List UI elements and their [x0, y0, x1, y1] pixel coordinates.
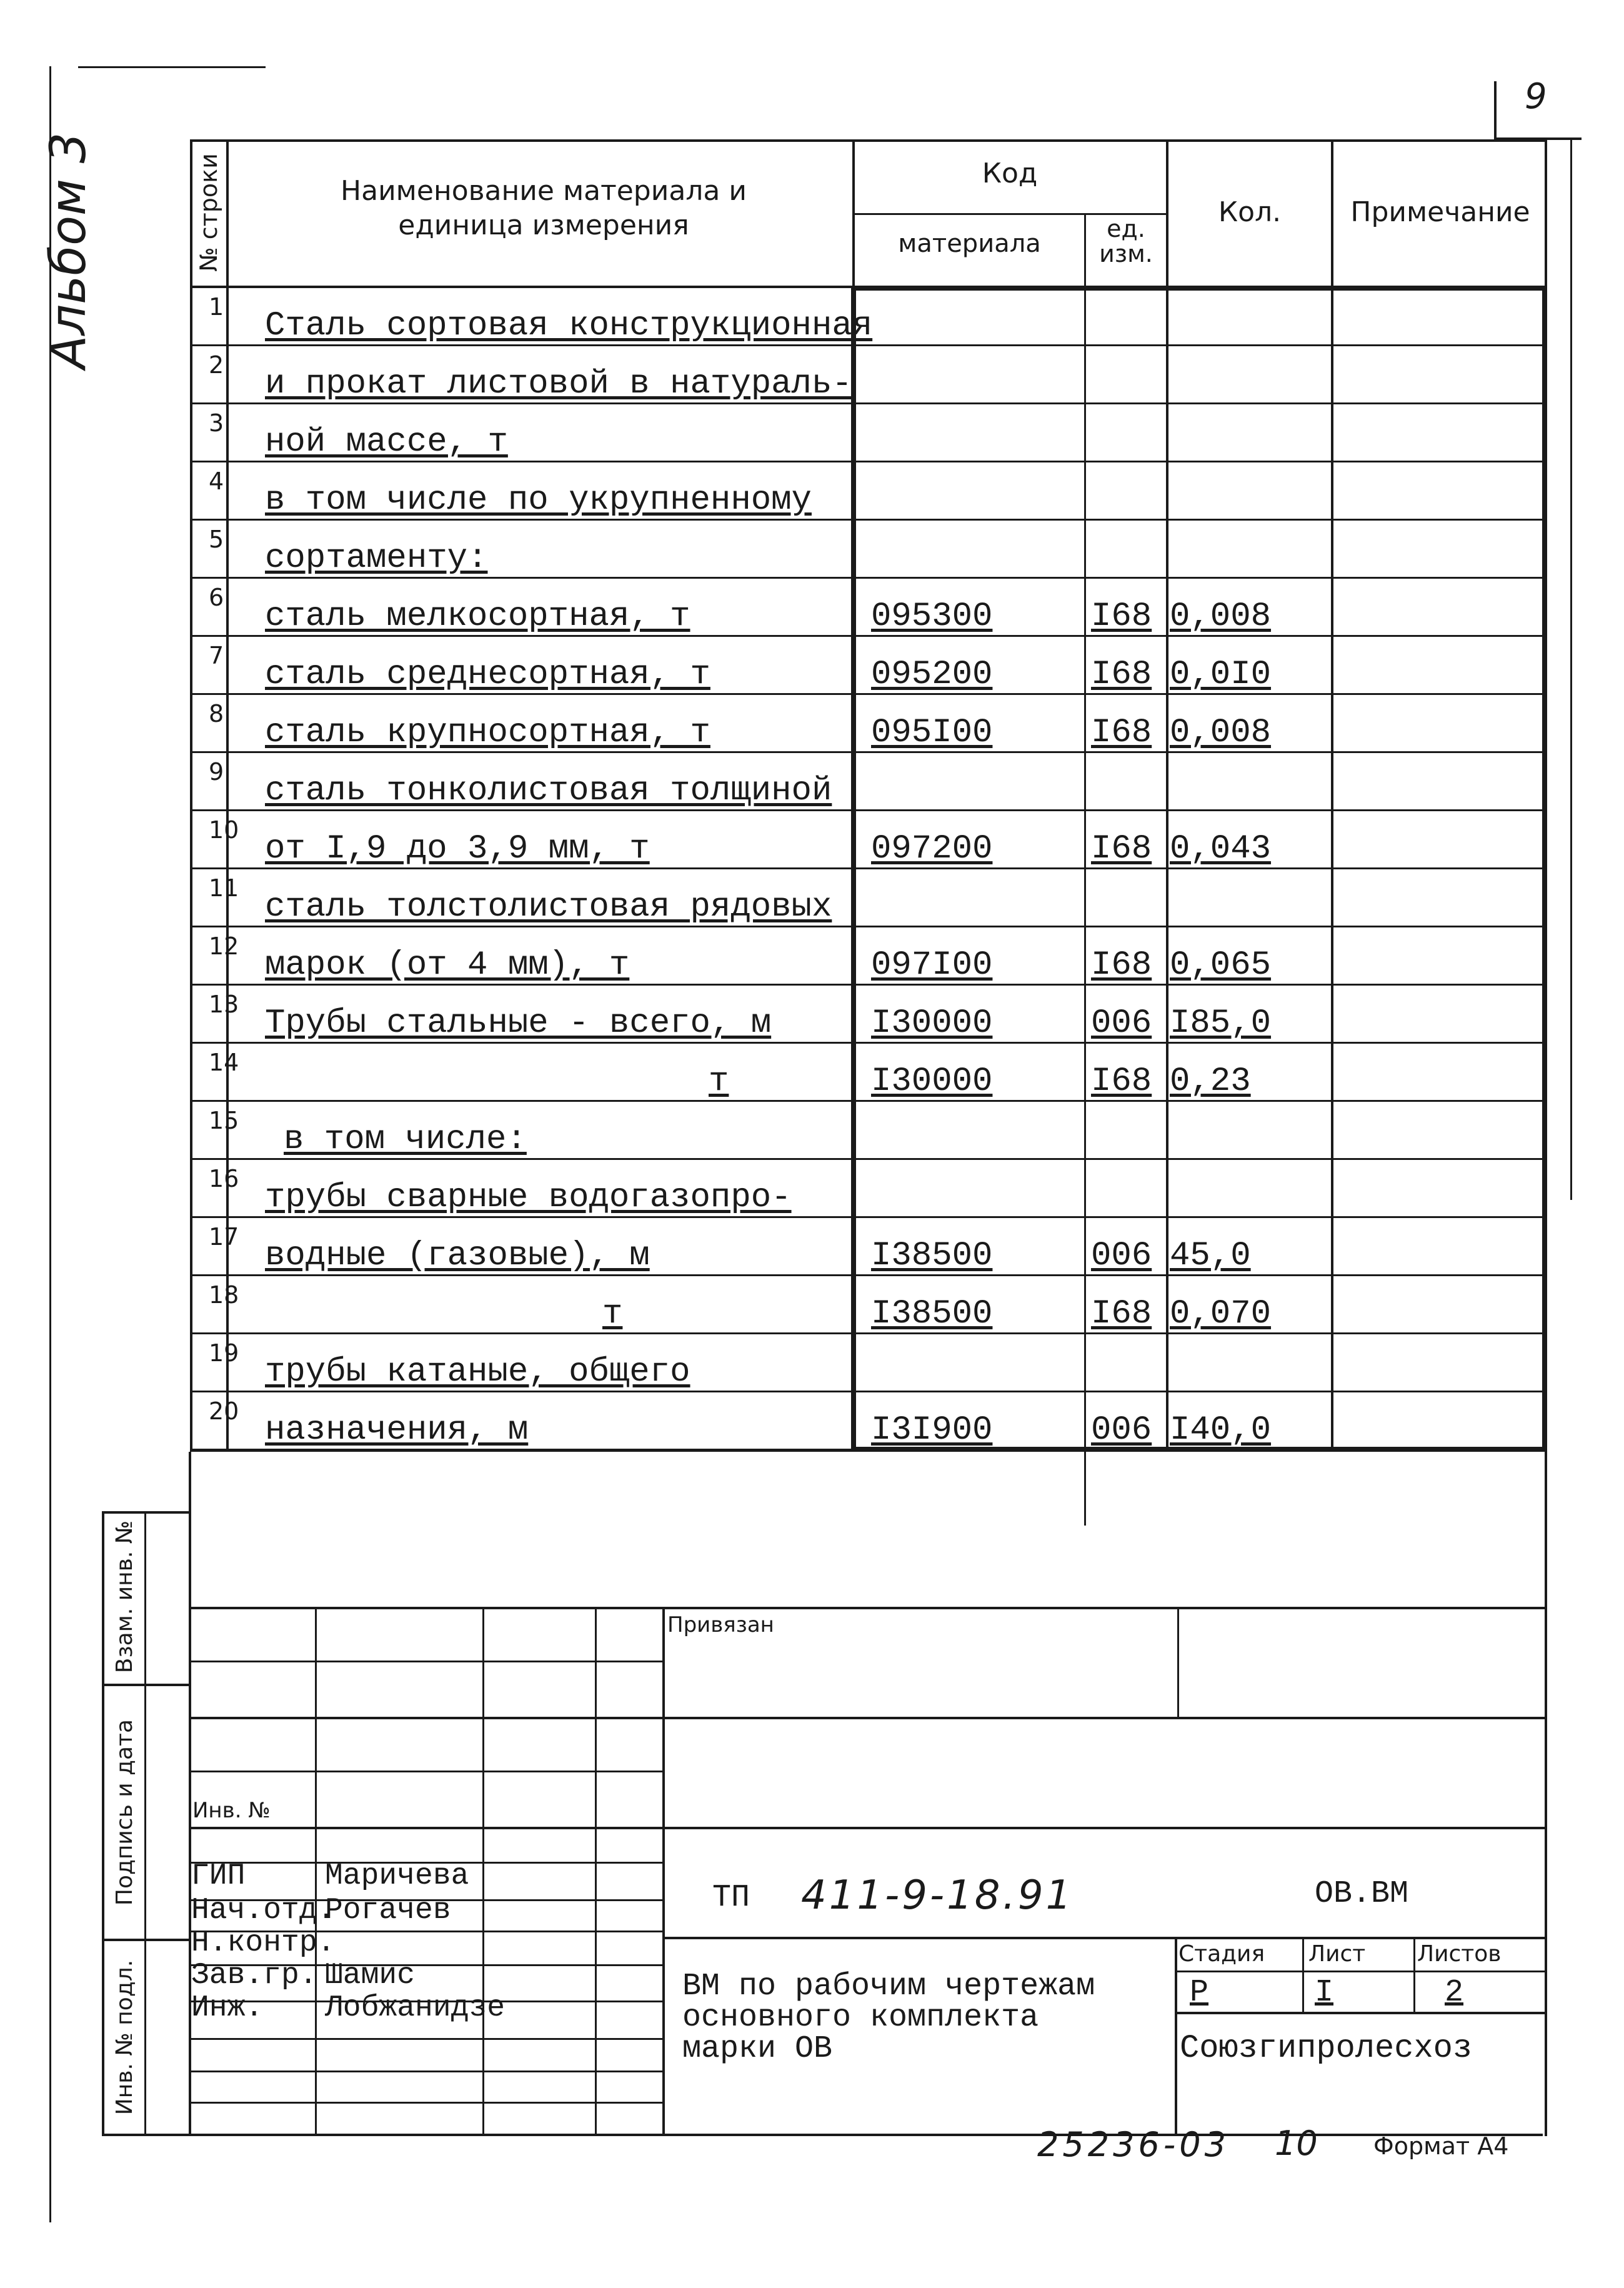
table-row	[190, 1276, 1547, 1334]
name-header: Наименование материала и единица измерения	[341, 175, 747, 241]
row-number: 18	[209, 1281, 239, 1309]
material-code: 097200	[871, 830, 993, 868]
unit-code: 006	[1091, 1004, 1152, 1042]
row-number: 15	[209, 1107, 239, 1134]
quantity-header: Кол.	[1218, 196, 1282, 228]
doc-title-line-2: основного комплекта	[682, 2000, 1039, 2036]
table-row	[190, 1218, 1547, 1276]
signer-role: Нач.отд.	[191, 1894, 336, 1927]
row-number: 20	[209, 1397, 239, 1425]
material-code: 097I00	[871, 946, 993, 984]
top-rule	[78, 66, 266, 68]
signer-role: Инж.	[191, 1991, 264, 2025]
material-name: Трубы стальные - всего, м	[265, 1004, 772, 1042]
row-number: 6	[209, 584, 224, 611]
note-header: Примечание	[1350, 196, 1530, 228]
table-row	[190, 753, 1547, 811]
material-name: водные (газовые), м	[265, 1237, 650, 1275]
signer-name: Лобжанидзе	[325, 1991, 506, 2025]
unit-code: I68	[1091, 597, 1152, 636]
table-row	[190, 521, 1547, 579]
table-row	[190, 927, 1547, 986]
signer-name: Маричева	[325, 1859, 469, 1893]
signer-role: ГИП	[191, 1859, 246, 1893]
material-name: т	[602, 1295, 623, 1333]
row-number: 9	[209, 758, 224, 786]
row-number: 2	[209, 351, 224, 379]
row-number: 11	[209, 874, 239, 902]
material-name: в том числе:	[284, 1121, 527, 1159]
material-name: марок (от 4 мм), т	[265, 946, 630, 984]
table-row	[190, 462, 1547, 521]
material-name: сталь мелкосортная, т	[265, 597, 690, 636]
table-row	[190, 1102, 1547, 1160]
unit-code: I68	[1091, 656, 1152, 694]
material-code: I3I900	[871, 1411, 993, 1449]
sheet-value: I	[1315, 1975, 1334, 2011]
unit-code: 006	[1091, 1411, 1152, 1449]
table-row	[190, 579, 1547, 637]
code-header: Код	[982, 157, 1038, 189]
row-number: 19	[209, 1339, 239, 1367]
table-row	[190, 811, 1547, 869]
quantity: 0,070	[1170, 1295, 1272, 1333]
privyazan-label: Привязан	[667, 1612, 774, 1637]
row-number: 14	[209, 1049, 239, 1076]
tp-number: 411-9-18.91	[801, 1872, 1074, 1919]
unit-code: I68	[1091, 946, 1152, 984]
material-name: назначения, м	[265, 1411, 529, 1449]
row-number: 13	[209, 991, 239, 1018]
table-row	[190, 1044, 1547, 1102]
row-number: 12	[209, 932, 239, 960]
material-name: сортаменту:	[265, 539, 488, 577]
material-name: от I,9 до 3,9 мм, т	[265, 830, 650, 868]
material-code-header: материала	[898, 229, 1041, 258]
table-row	[190, 637, 1547, 695]
table-row	[190, 986, 1547, 1044]
material-name: сталь среднесортная, т	[265, 656, 710, 694]
doc-title-line-1: ВМ по рабочим чертежам	[682, 1969, 1095, 2004]
quantity: I85,0	[1170, 1004, 1272, 1042]
material-code: I38500	[871, 1237, 993, 1275]
stage-value: Р	[1190, 1975, 1209, 2011]
material-name: в том числе по укрупненному	[265, 481, 812, 519]
quantity: 0,043	[1170, 830, 1272, 868]
sheets-header: Листов	[1417, 1941, 1502, 1967]
quantity: 0,23	[1170, 1062, 1251, 1101]
row-number: 16	[209, 1165, 239, 1192]
signer-role: Зав.гр.	[191, 1959, 317, 1992]
quantity: I40,0	[1170, 1411, 1272, 1449]
unit-code: I68	[1091, 714, 1152, 752]
material-name: трубы сварные водогазопро-	[265, 1179, 792, 1217]
quantity: 0,008	[1170, 714, 1272, 752]
table-row	[190, 346, 1547, 404]
album-label: Альбом 3	[41, 132, 97, 369]
material-code: I38500	[871, 1295, 993, 1333]
material-code: 095300	[871, 597, 993, 636]
table-row	[190, 288, 1547, 346]
quantity: 0,065	[1170, 946, 1272, 984]
material-name: т	[709, 1062, 729, 1101]
material-code: 095I00	[871, 714, 993, 752]
copy-number: 10	[1275, 2124, 1318, 2163]
drawing-mark: ОВ.ВМ	[1315, 1876, 1409, 1912]
row-number-header: № строки	[195, 153, 222, 272]
format-label: Формат А4	[1373, 2132, 1509, 2160]
page-number: 9	[1525, 76, 1547, 117]
material-code: I30000	[871, 1004, 993, 1042]
doc-title-line-3: марки ОВ	[682, 2031, 833, 2067]
table-row	[190, 404, 1547, 462]
material-name: Сталь сортовая конструкционная	[265, 307, 873, 345]
material-code: I30000	[871, 1062, 993, 1101]
sheet-header: Лист	[1308, 1941, 1366, 1967]
signer-name: Шамис	[325, 1959, 416, 1992]
row-number: 8	[209, 700, 224, 727]
row-number: 1	[209, 293, 224, 321]
tp-label: ТП	[712, 1880, 750, 1916]
table-row	[190, 695, 1547, 753]
inventory-code: 25236-03	[1037, 2125, 1230, 2164]
table-row	[190, 1160, 1547, 1218]
signer-name: Рогачев	[325, 1894, 451, 1927]
quantity: 45,0	[1170, 1237, 1251, 1275]
unit-code: 006	[1091, 1237, 1152, 1275]
material-code: 095200	[871, 656, 993, 694]
inv-no-label: Инв. №	[192, 1798, 271, 1823]
row-number: 5	[209, 526, 224, 553]
material-name: сталь крупносортная, т	[265, 714, 710, 752]
row-number: 3	[209, 409, 224, 437]
row-number: 17	[209, 1223, 239, 1251]
quantity: 0,0I0	[1170, 656, 1272, 694]
row-number: 7	[209, 642, 224, 669]
signer-role: Н.контр.	[191, 1926, 336, 1960]
row-number: 10	[209, 816, 239, 844]
material-name: сталь тонколистовая толщиной	[265, 772, 832, 810]
right-margin-rule	[1570, 137, 1572, 1200]
material-name: сталь толстолистовая рядовых	[265, 888, 832, 926]
material-name: ной массе, т	[265, 423, 508, 461]
table-row	[190, 1334, 1547, 1392]
inv-podl-label: Инв. № подл.	[112, 1959, 137, 2116]
vzam-inv-label: Взам. инв. №	[112, 1520, 137, 1674]
unit-code: I68	[1091, 830, 1152, 868]
unit-code: I68	[1091, 1062, 1152, 1101]
row-number: 4	[209, 467, 224, 495]
quantity: 0,008	[1170, 597, 1272, 636]
material-name: трубы катаные, общего	[265, 1353, 690, 1391]
stage-header: Стадия	[1178, 1941, 1265, 1967]
sheets-value: 2	[1445, 1975, 1464, 2011]
unit-header: ед. изм.	[1099, 215, 1153, 267]
material-name: и прокат листовой в натураль-	[265, 365, 852, 403]
organization: Союзгипролесхоз	[1180, 2030, 1473, 2067]
unit-code: I68	[1091, 1295, 1152, 1333]
podpis-data-label: Подпись и дата	[112, 1719, 137, 1906]
left-margin-rule	[49, 66, 51, 2222]
table-row	[190, 869, 1547, 927]
table-row	[190, 1392, 1547, 1451]
